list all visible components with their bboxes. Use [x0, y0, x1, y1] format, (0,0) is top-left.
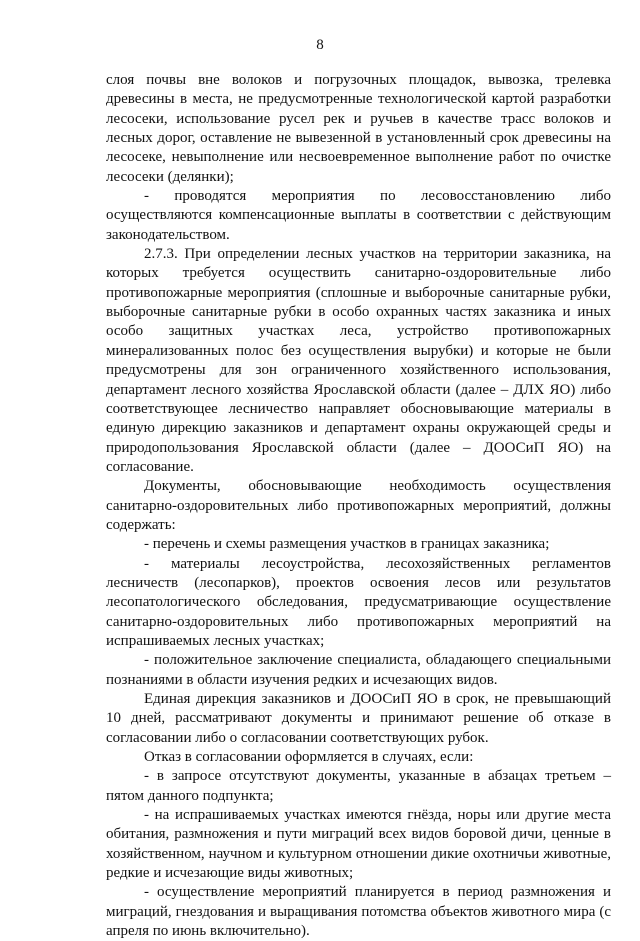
paragraph-reforestation: - проводятся мероприятия по лесовосстановлению либо осуществляются компенсационные выплаты в соответствии с действующим законодательством.: [106, 188, 611, 243]
paragraph-refusal-cases: Отказ в согласовании оформляется в случаях, если:: [144, 749, 474, 766]
page-number: 8: [316, 37, 324, 53]
paragraph-2-7-3: 2.7.3. При определении лесных участков на территории заказника, на которых требуется осуществить санитарно-оздоровительные либо противопожарные мероприятия (сплошные и выборочные санитарные рубки, выборочные санитарные рубки в особо охранных частях заказника и иных особо защитных участках леса, устройство противопожарных минерализованных полос без осуществления вырубки) и которые не были предусмотрены для зон ограниченного хозяйственного использования, департамент лесного хозяйства Ярославской области (далее – ДЛХ ЯО) либо соответствующее лесничество направляет обосновывающие материалы в единую дирекцию заказников и департамент охраны окружающей среды и природопользования Ярославской области (далее – ДООСиП ЯО) на согласование.: [106, 246, 611, 475]
paragraph-continued-violations: слоя почвы вне волоков и погрузочных площадок, вывозка, трелевка древесины в места, не предусмотренные технологической картой разработки лесосеки, использование русел рек и ручьев в качестве трасс волоков и лесных дорог, оставление не вывезенной в установленный срок древесины на лесосеке, невыполнение или несвоевременное выполнение работ по очистке лесосеки (делянки);: [106, 72, 611, 185]
list-item-breeding-period: - осуществление мероприятий планируется в период размножения и миграций, гнездования и выращивания потомства объектов животного мира (с апреля по июнь включительно).: [106, 884, 611, 940]
list-item-materials: - материалы лесоустройства, лесохозяйственных регламентов лесничеств (лесопарков), проектов освоения лесов или результатов лесопатологического обследования, предусматривающие осуществление санитарно-оздоровительных либо противопожарных мероприятий на испрашиваемых лесных участках;: [106, 555, 611, 649]
document-body: [106, 71, 611, 941]
paragraph-documents: Документы, обосновывающие необходимость осуществления санитарно-оздоровительных либо противопожарных мероприятий, должны содержать:: [106, 478, 611, 533]
list-item-schemes: - перечень и схемы размещения участков в границах заказника;: [144, 536, 550, 553]
list-item-specialist-opinion: - положительное заключение специалиста, обладающего специальными познаниями в области изучения редких и исчезающих видов.: [106, 652, 611, 688]
paragraph-review-term: Единая дирекция заказников и ДООСиП ЯО в срок, не превышающий 10 дней, рассматривают документы и принимают решение об отказе в согласовании либо о согласовании соответствующих рубок.: [106, 691, 611, 746]
list-item-habitats: - на испрашиваемых участках имеются гнёзда, норы или другие места обитания, размножения и пути миграций всех видов боровой дичи, ценные в хозяйственном, научном и культурном отношении дикие охотничьи животные, редкие и исчезающие виды животных;: [106, 807, 611, 882]
list-item-missing-documents: - в запросе отсутствуют документы, указанные в абзацах третьем – пятом данного подпункта;: [106, 768, 611, 804]
